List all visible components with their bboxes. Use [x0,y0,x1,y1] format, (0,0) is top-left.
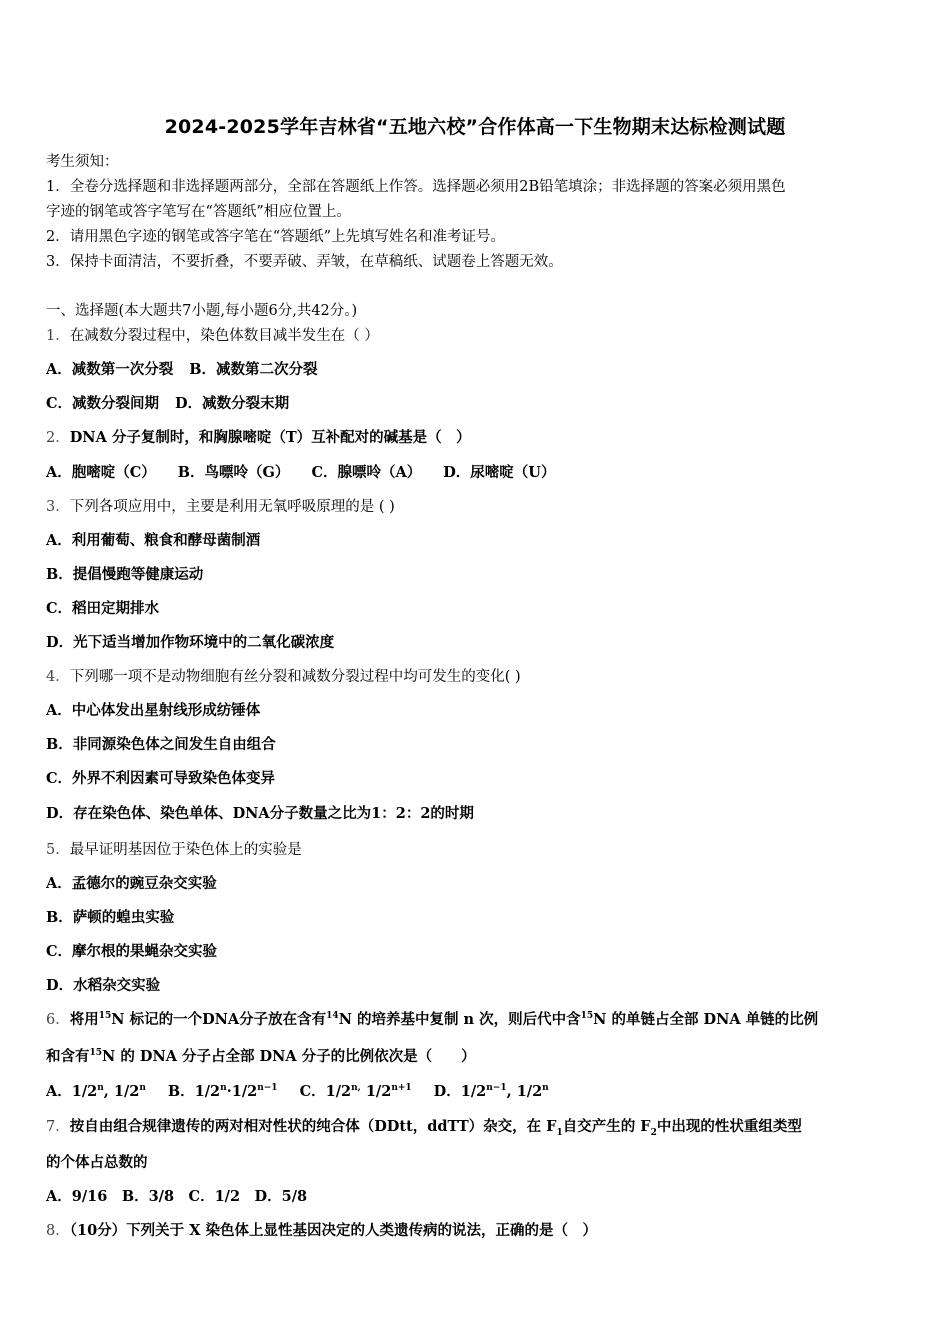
question-stem-part: 中出现的性状重组类型 [656,1118,802,1135]
question-stem: 最早证明基因位于染色体上的实验是 [69,842,302,858]
question-stem: 在减数分裂过程中，染色体数目减半发生在（ ） [69,328,379,344]
notice-line-1a: 1．全卷分选择题和非选择题两部分，全部在答题纸上作答。选择题必须用2B铅笔填涂；非选择题的答案必须用黑色 [46,179,786,195]
question-number: 8． [46,1223,70,1239]
question-3-option-d: D．光下适当增加作物环境中的二氧化碳浓度 [46,634,335,651]
option-c: C．$1/2^{n,}$ $1/2^{n+1}$ [299,1083,412,1100]
question-stem-part: N 的单链占全部 DNA 单链的比例 [593,1011,819,1028]
question-stem-part: N 的 DNA 分子占全部 DNA 分子的比例依次是（ ） [102,1048,476,1065]
question-4-option-b: B．非同源染色体之间发生自由组合 [46,736,276,753]
question-1-options-row-1 [46,360,906,380]
option-c: C．腺嘌呤（A） [311,464,422,481]
notice-line-1b: 字迹的钢笔或答字笔写在“答题纸”相应位置上。 [46,204,351,220]
question-5-option-a: A．孟德尔的豌豆杂交实验 [46,875,217,892]
question-1-options-row-2 [46,394,906,414]
question-4-option-c: C．外界不利因素可导致染色体变异 [46,770,276,787]
question-stem: （10分）下列关于 X 染色体上显性基因决定的人类遗传病的说法，正确的是（ ） [69,1222,598,1239]
option-d: D．$1/2^{n-1}$, 1/2$^n$ [433,1083,549,1100]
question-number: 2． [46,430,70,446]
page-title: 2024-2025学年吉林省“五地六校”合作体高一下生物期末达标检测试题 [164,116,786,138]
question-5 [46,840,906,860]
option-b: B．鸟嘌呤（G） [177,464,290,481]
question-3 [46,497,906,517]
option-b: B．$1/2^n\cdot 1/2^{n-1}$ [167,1083,278,1100]
question-stem-part: N 标记的一个DNA分子放在含有 [111,1011,327,1028]
question-stem-part: 自交产生的 F [562,1118,651,1135]
option-a: A．胞嘧啶（C） [46,464,156,481]
question-stem-part: N 的培养基中复制 n 次，则后代中含 [338,1011,581,1028]
question-4-option-a: A．中心体发出星射线形成纺锤体 [46,702,261,719]
question-number: 7． [46,1119,70,1135]
superscript: 15 [98,1011,112,1022]
section-heading: 一、选择题(本大题共7小题,每小题6分,共42分。) [46,303,358,319]
question-number: 6． [46,1012,70,1028]
notice-heading: 考生须知： [46,154,119,170]
notice-line-2: 2．请用黑色字迹的钢笔或答字笔在“答题纸”上先填写姓名和准考证号。 [46,229,506,245]
question-3-option-c: C．稻田定期排水 [46,600,160,617]
question-stem-part: 将用 [69,1011,99,1028]
question-5-option-c: C．摩尔根的果蝇杂交实验 [46,943,218,960]
question-stem-part: 和含有 [46,1048,90,1065]
subscript: 1 [556,1127,563,1138]
superscript: 15 [580,1011,594,1022]
option-a: A．1/2$^n$, 1/2$^n$ [46,1083,146,1100]
question-8 [46,1221,906,1241]
question-4-option-d: D．存在染色体、染色单体、DNA分子数量之比为1：2：2的时期 [46,805,474,822]
option-c: C．减数分裂间期 [46,395,160,412]
question-7-line-2: 的个体占总数的 [46,1154,148,1171]
question-stem: 下列哪一项不是动物细胞有丝分裂和减数分裂过程中均可发生的变化( ) [69,669,521,685]
question-7-options: A．9/16 B．3/8 C．1/2 D．5/8 [46,1188,308,1205]
notice-line-3: 3．保持卡面清洁，不要折叠，不要弄破、弄皱，在草稿纸、试题卷上答题无效。 [46,254,563,270]
question-7-line-1 [46,1117,906,1137]
question-2-options [46,463,906,483]
question-stem: DNA 分子复制时，和胸腺嘧啶（T）互补配对的碱基是（ ） [69,429,471,446]
option-a: A．减数第一次分裂 [46,361,174,378]
question-stem: 下列各项应用中，主要是利用无氧呼吸原理的是 ( ) [69,499,395,515]
option-d: D．尿嘧啶（U） [443,464,556,481]
question-1 [46,326,906,346]
question-3-option-a: A．利用葡萄、粮食和酵母菌制酒 [46,532,261,549]
question-5-option-b: B．萨顿的蝗虫实验 [46,909,175,926]
subscript: 2 [650,1127,657,1138]
question-6-line-1 [46,1010,906,1030]
superscript: 15 [89,1048,103,1059]
option-b: B．减数第二次分裂 [189,361,318,378]
question-number: 3． [46,499,70,515]
question-stem-part: 按自由组合规律遗传的两对相对性状的纯合体（DDtt，ddTT）杂交，在 F [69,1118,557,1135]
question-3-option-b: B．提倡慢跑等健康运动 [46,566,204,583]
question-2 [46,428,906,448]
question-number: 4． [46,669,70,685]
question-6-options [46,1082,906,1102]
option-d: D．减数分裂末期 [175,395,290,412]
question-number: 1． [46,328,70,344]
question-5-option-d: D．水稻杂交实验 [46,977,161,994]
question-number: 5． [46,842,70,858]
question-4 [46,667,906,687]
question-6-line-2 [46,1047,906,1067]
superscript: 14 [326,1011,339,1022]
